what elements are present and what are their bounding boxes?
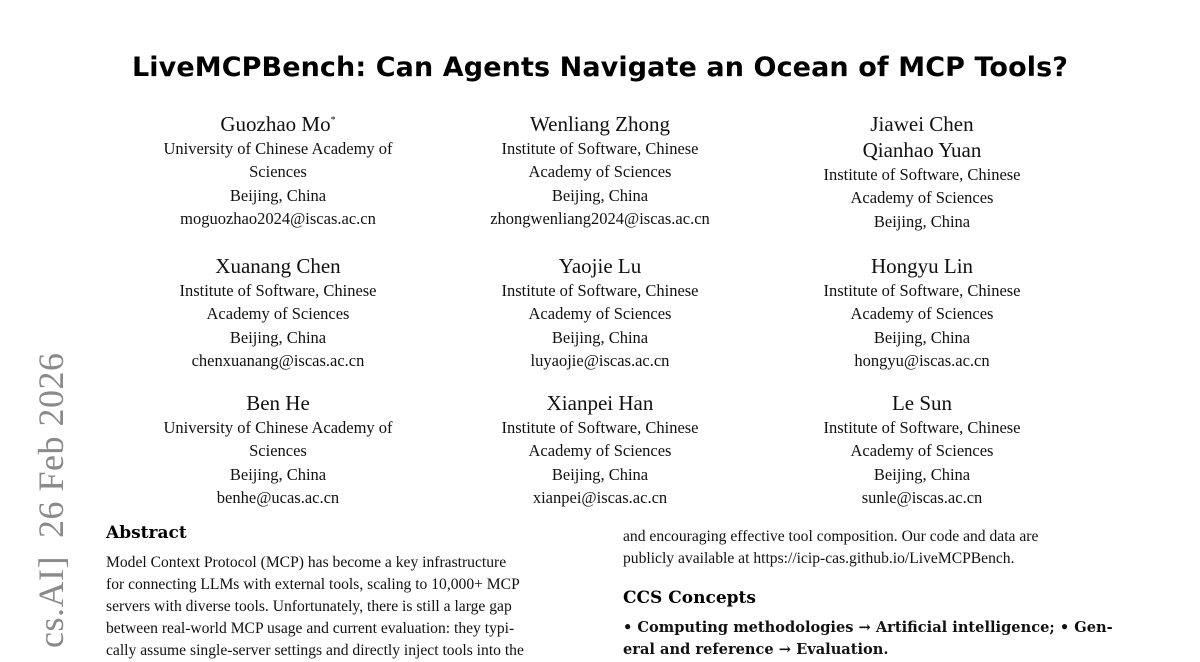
author-name: Guozhao Mo* (220, 112, 336, 136)
corresponding-author-mark: * (330, 115, 336, 126)
author-email: luyaojie@iscas.ac.cn (530, 351, 670, 371)
abstract-line: Model Context Protocol (MCP) has become a key infrastructure (106, 554, 507, 571)
author-affiliation: University of Chinese Academy of (163, 418, 393, 437)
author-location: Beijing, China (551, 185, 649, 205)
author-name: Xuanang Chen (215, 254, 341, 278)
author-location: Beijing, China (229, 327, 327, 347)
author-email: hongyu@iscas.ac.cn (854, 351, 990, 371)
author-block (440, 253, 760, 373)
author-email: sunle@iscas.ac.cn (861, 488, 983, 508)
author-email: benhe@ucas.ac.cn (216, 488, 340, 508)
author-affiliation: Institute of Software, Chinese (501, 418, 699, 437)
abstract-line: between real-world MCP usage and current evaluation: they typi- (106, 620, 515, 637)
author-name: Wenliang Zhong (529, 112, 671, 136)
abstract-line: cally assume single-server settings and directly inject tools into the (106, 642, 524, 659)
author-affiliation: Academy of Sciences (528, 304, 672, 324)
abstract-line: and encouraging effective tool composition. Our code and data are (623, 528, 1039, 545)
author-block (440, 390, 760, 510)
author-name: Le Sun (891, 391, 953, 415)
author-affiliation: Academy of Sciences (528, 162, 672, 182)
author-block (762, 253, 1082, 373)
abstract-line: servers with diverse tools. Unfortunately, there is still a large gap (106, 598, 512, 615)
author-location: Beijing, China (873, 327, 971, 347)
ccs-line: • Computing methodologies → Artificial intelligence; • Gen- (623, 619, 1113, 636)
author-email: zhongwenliang2024@iscas.ac.cn (490, 209, 710, 229)
ccs-line: eral and reference → Evaluation. (623, 641, 889, 658)
author-affiliation: Academy of Sciences (850, 441, 994, 461)
author-affiliation: Sciences (249, 162, 307, 182)
author-location: Beijing, China (229, 185, 327, 205)
author-affiliation: University of Chinese Academy of (163, 139, 393, 158)
author-name: Yaojie Lu (558, 254, 642, 278)
author-email: chenxuanang@iscas.ac.cn (191, 351, 365, 371)
author-block (118, 111, 438, 231)
author-location: Beijing, China (229, 464, 327, 484)
arxiv-side-stamp (30, 353, 72, 648)
author-affiliation: Academy of Sciences (850, 188, 994, 208)
ccs-concepts (623, 617, 1113, 661)
author-name: Qianhao Yuan (862, 138, 982, 162)
author-affiliation: Sciences (249, 441, 307, 461)
abstract-body (106, 552, 584, 662)
author-name: Xianpei Han (546, 391, 654, 415)
author-block (762, 390, 1082, 510)
author-location: Beijing, China (551, 464, 649, 484)
author-affiliation: Academy of Sciences (206, 304, 350, 324)
author-name: Ben He (246, 391, 310, 415)
abstract-continuation (623, 526, 1103, 570)
author-affiliation: Institute of Software, Chinese (823, 281, 1021, 300)
author-block (762, 111, 1082, 233)
author-email: xianpei@iscas.ac.cn (532, 488, 668, 508)
author-block (118, 390, 438, 510)
author-location: Beijing, China (873, 464, 971, 484)
author-affiliation: Academy of Sciences (528, 441, 672, 461)
author-affiliation: Institute of Software, Chinese (501, 139, 699, 158)
abstract-line: publicly available at https://icip-cas.github.io/LiveMCPBench. (623, 550, 1015, 567)
author-affiliation: Institute of Software, Chinese (823, 418, 1021, 437)
author-location: Beijing, China (873, 211, 971, 231)
ccs-heading: CCS Concepts (623, 588, 756, 608)
author-affiliation: Institute of Software, Chinese (501, 281, 699, 300)
author-email: moguozhao2024@iscas.ac.cn (180, 209, 376, 229)
paper-title: LiveMCPBench: Can Agents Navigate an Ocean of MCP Tools? (131, 52, 1069, 83)
author-location: Beijing, China (551, 327, 649, 347)
author-block (440, 111, 760, 231)
abstract-line: for connecting LLMs with external tools, scaling to 10,000+ MCP (106, 576, 520, 593)
author-affiliation: Academy of Sciences (850, 304, 994, 324)
arxiv-category: cs.AI] (31, 556, 71, 648)
author-name: Jiawei Chen (870, 112, 974, 136)
author-affiliation: Institute of Software, Chinese (179, 281, 377, 300)
author-affiliation: Institute of Software, Chinese (823, 165, 1021, 184)
arxiv-date: 26 Feb 2026 (31, 352, 71, 539)
author-block (118, 253, 438, 373)
abstract-heading: Abstract (106, 523, 187, 543)
author-name: Hongyu Lin (870, 254, 974, 278)
